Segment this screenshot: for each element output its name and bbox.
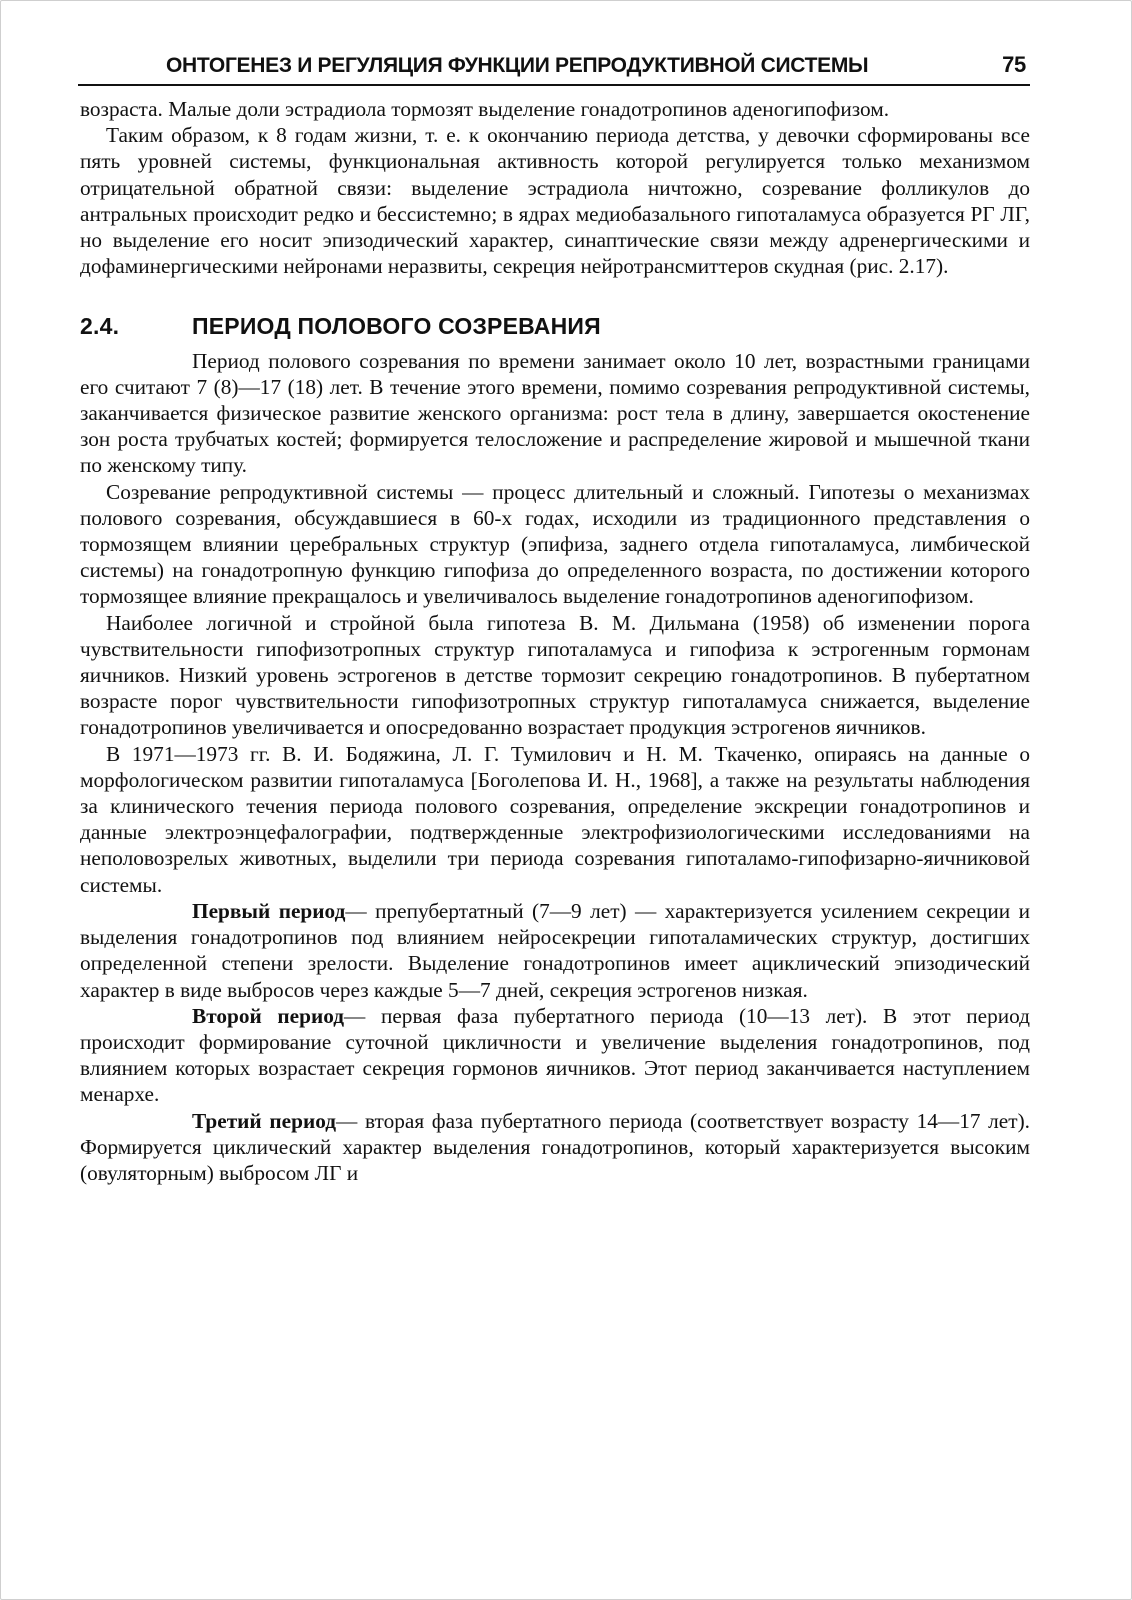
running-title: ОНТОГЕНЕЗ И РЕГУЛЯЦИЯ ФУНКЦИИ РЕПРОДУКТИВНОЙ СИСТЕМЫ	[166, 54, 869, 77]
period-text: — первая фаза пубертатного периода (10—13 лет). В этот период происходит формирование суточной цикличности и увеличение выделения гонадотропинов, под влиянием которых возрастает секреция гормонов яичников. Этот период заканчивается наступлением менархе.	[80, 1003, 1030, 1107]
paragraph: В 1971—1973 гг. В. И. Бодяжина, Л. Г. Тумилович и Н. М. Ткаченко, опираясь на данные о морфологическом развитии гипоталамуса [Боголепова И. Н., 1968], а также на результаты наблюдения за клинического течения периода полового созревания, определение экскреции гонадотропинов и данные электроэнцефалографии, подтвержденные электрофизиологическими исследованиями на неполовозрелых животных, выделили три периода созревания гипоталамо-гипофизарно-яичниковой системы.	[80, 741, 1030, 897]
paragraph: Созревание репродуктивной системы — процесс длительный и сложный. Гипотезы о механизмах полового созревания, обсуждавшиеся в 60-х годах, исходили из традиционного представления о тормозящем влиянии церебральных структур (эпифиза, заднего отдела гипоталамуса, лимбической системы) на гонадотропную функцию гипофиза до определенного возраста, по достижении которого тормозящее влияние прекращалось и увеличивалось выделение гонадотропинов аденогипофизом.	[80, 479, 1030, 609]
paragraph-continuation: возраста. Малые доли эстрадиола тормозят выделение гонадотропинов аденогипофизом.	[80, 97, 890, 121]
period-paragraph	[80, 1003, 1030, 1108]
period-text: — вторая фаза пубертатного периода (соответствует возрасту 14—17 лет). Формируется циклический характер выделения гонадотропинов, который характеризуется высоким (овуляторным) выбросом ЛГ и	[80, 1108, 1030, 1185]
paragraph: Таким образом, к 8 годам жизни, т. е. к окончанию периода детства, у девочки сформированы все пять уровней системы, функциональная активность которой регулируется только механизмом отрицательной обратной связи: выделение эстрадиола ничтожно, созревание фолликулов до антральных происходит редко и бессистемно; в ядрах медиобазального гипоталамуса образуется РГ ЛГ, но выделение его носит эпизодический характер, синаптические связи между адренергическими и дофаминергическими нейронами неразвиты, секреция нейротрансмиттеров скудная (рис. 2.17).	[80, 123, 1030, 279]
period-label: Второй период	[192, 1003, 345, 1028]
section-number: 2.4.	[80, 313, 120, 340]
period-paragraph	[80, 898, 1030, 1003]
paragraph: Наиболее логичной и стройной была гипотеза В. М. Дильмана (1958) об изменении порога чувствительности гипофизотропных структур гипоталамуса и гипофиза к эстрогенным гормонам яичников. Низкий уровень эстрогенов в детстве тормозит секрецию гонадотропинов. В пубертатном возрасте порог чувствительности гипофизотропных структур гипоталамуса снижается, выделение гонадотропинов увеличивается и опосредованно возрастает продукция эстрогенов яичников.	[80, 610, 1030, 740]
period-label: Третий период	[192, 1108, 337, 1133]
section-title: ПЕРИОД ПОЛОВОГО СОЗРЕВАНИЯ	[192, 313, 601, 340]
period-text: — препубертатный (7—9 лет) — характеризуется усилением секреции и выделения гонадотропинов под влиянием нейросекреции гипоталамических структур, достигших определенной степени зрелости. Выделение гонадотропинов имеет ациклический эпизодический характер в виде выбросов через каждые 5—7 дней, секреция эстрогенов низкая.	[80, 898, 1030, 1002]
period-label: Первый период	[192, 898, 346, 923]
period-paragraph	[80, 1108, 1030, 1187]
page-number: 75	[1002, 52, 1026, 77]
body-text	[80, 96, 1030, 1186]
paragraph: Период полового созревания по времени занимает около 10 лет, возрастными границами его считают 7 (8)—17 (18) лет. В течение этого времени, помимо созревания репродуктивной системы, заканчивается физическое развитие женского организма: рост тела в длину, завершается окостенение зон роста трубчатых костей; формируется телосложение и распределение жировой и мышечной ткани по женскому типу.	[80, 348, 1030, 478]
running-header	[78, 48, 1030, 86]
section-heading	[80, 313, 1030, 339]
